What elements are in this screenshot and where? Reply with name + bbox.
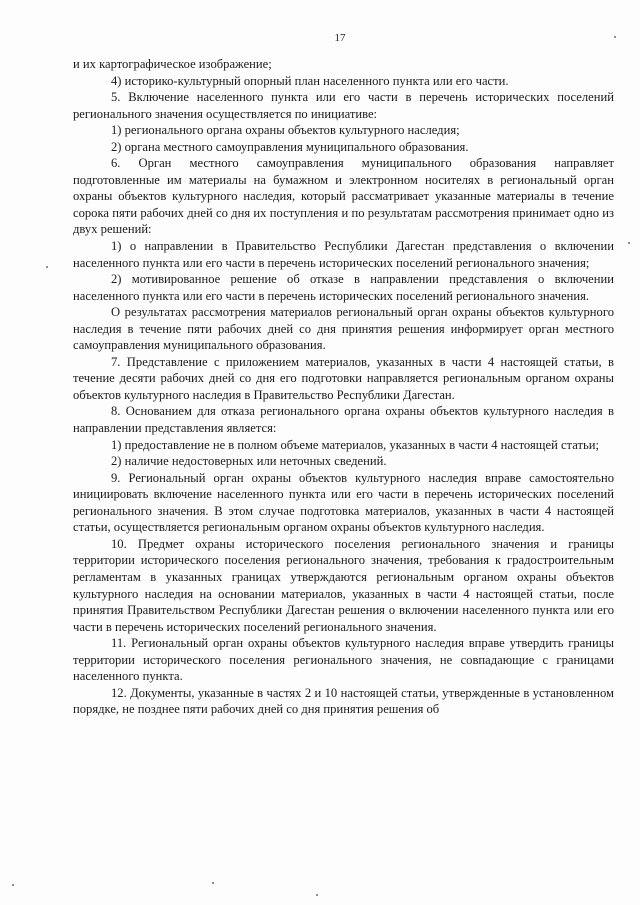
scan-speck — [46, 266, 48, 268]
paragraph-clause-6-result: О результатах рассмотрения материалов региональный орган охраны объектов культурного наследия в течение пяти рабочих дней со дня принятия решения информирует орган местного самоуправления муниципального образования. — [73, 305, 614, 353]
paragraph-continuation: и их картографическое изображение; — [73, 57, 272, 71]
paragraph-clause-6: 6. Орган местного самоуправления муниципального образования направляет подготовленные им материалы на бумажном и электронном носителях в региональный орган охраны объектов культурного наследия, который рассматривает указанные материалы в течение сорока пяти рабочих дней со дня их поступления и по результатам рассмотрения принимает одно из двух решений: — [73, 156, 614, 237]
scan-speck — [628, 242, 630, 244]
paragraph-clause-11: 11. Региональный орган охраны объектов культурного наследия вправе утвердить границы территории исторического поселения регионального значения, не совпадающие с границами населенного пункта. — [73, 636, 614, 684]
paragraph-clause-8-item-1: 1) предоставление не в полном объеме материалов, указанных в части 4 настоящей статьи; — [111, 437, 599, 452]
paragraph-clause-5-item-2: 2) органа местного самоуправления муниципального образования. — [111, 139, 469, 154]
paragraph-clause-6-item-1: 1) о направлении в Правительство Республики Дагестан представления о включении населенного пункта или его части в перечень исторических поселений регионального значения; — [73, 239, 614, 270]
paragraph-clause-8: 8. Основанием для отказа регионального органа охраны объектов культурного наследия в направлении представления является: — [73, 404, 614, 436]
scan-speck — [12, 884, 14, 886]
paragraph-clause-9: 9. Региональный орган охраны объектов культурного наследия вправе самостоятельно инициировать включение населенного пункта или его части в перечень исторических поселений регионального значения. В этом случае подготовка материалов, указанных в части 4 настоящей статьи, осуществляется региональным органом охраны объектов культурного наследия. — [73, 470, 614, 535]
paragraph-clause-8-item-2: 2) наличие недостоверных или неточных сведений. — [111, 454, 387, 469]
paragraph-clause-10: 10. Предмет охраны исторического поселения регионального значения и границы территории исторического поселения регионального значения, требования к градостроительным регламентам в указанных границах утверждаются региональным органом охраны объектов культурного наследия на основании материалов, указанных в части 4 настоящей статьи, после принятия Правительством Республики Дагестан решения о включении населенного пункта или его части в перечень исторических поселений регионального значения. — [73, 536, 614, 634]
page-number: 17 — [334, 32, 346, 44]
scan-speck — [614, 36, 616, 38]
document-body — [73, 56, 614, 718]
scan-speck — [212, 882, 214, 884]
paragraph-clause-5: 5. Включение населенного пункта или его части в перечень исторических поселений регионального значения осуществляется по инициативе: — [73, 90, 614, 121]
paragraph-clause-6-item-2: 2) мотивированное решение об отказе в направлении представления о включении населенного пункта или его части в перечень исторических поселений регионального значения. — [73, 272, 614, 303]
paragraph-item-4: 4) историко-культурный опорный план населенного пункта или его части. — [111, 73, 509, 88]
scan-speck — [316, 894, 318, 896]
paragraph-clause-7: 7. Представление с приложением материалов, указанных в части 4 настоящей статьи, в течение десяти рабочих дней со дня его подготовки направляется региональным органом охраны объектов культурного наследия в Правительство Республики Дагестан. — [73, 354, 614, 402]
paragraph-clause-5-item-1: 1) регионального органа охраны объектов культурного наследия; — [111, 123, 460, 138]
paragraph-clause-12: 12. Документы, указанные в частях 2 и 10 настоящей статьи, утвержденные в установленном порядке, не позднее пяти рабочих дней со дня принятия решения об — [73, 685, 614, 717]
